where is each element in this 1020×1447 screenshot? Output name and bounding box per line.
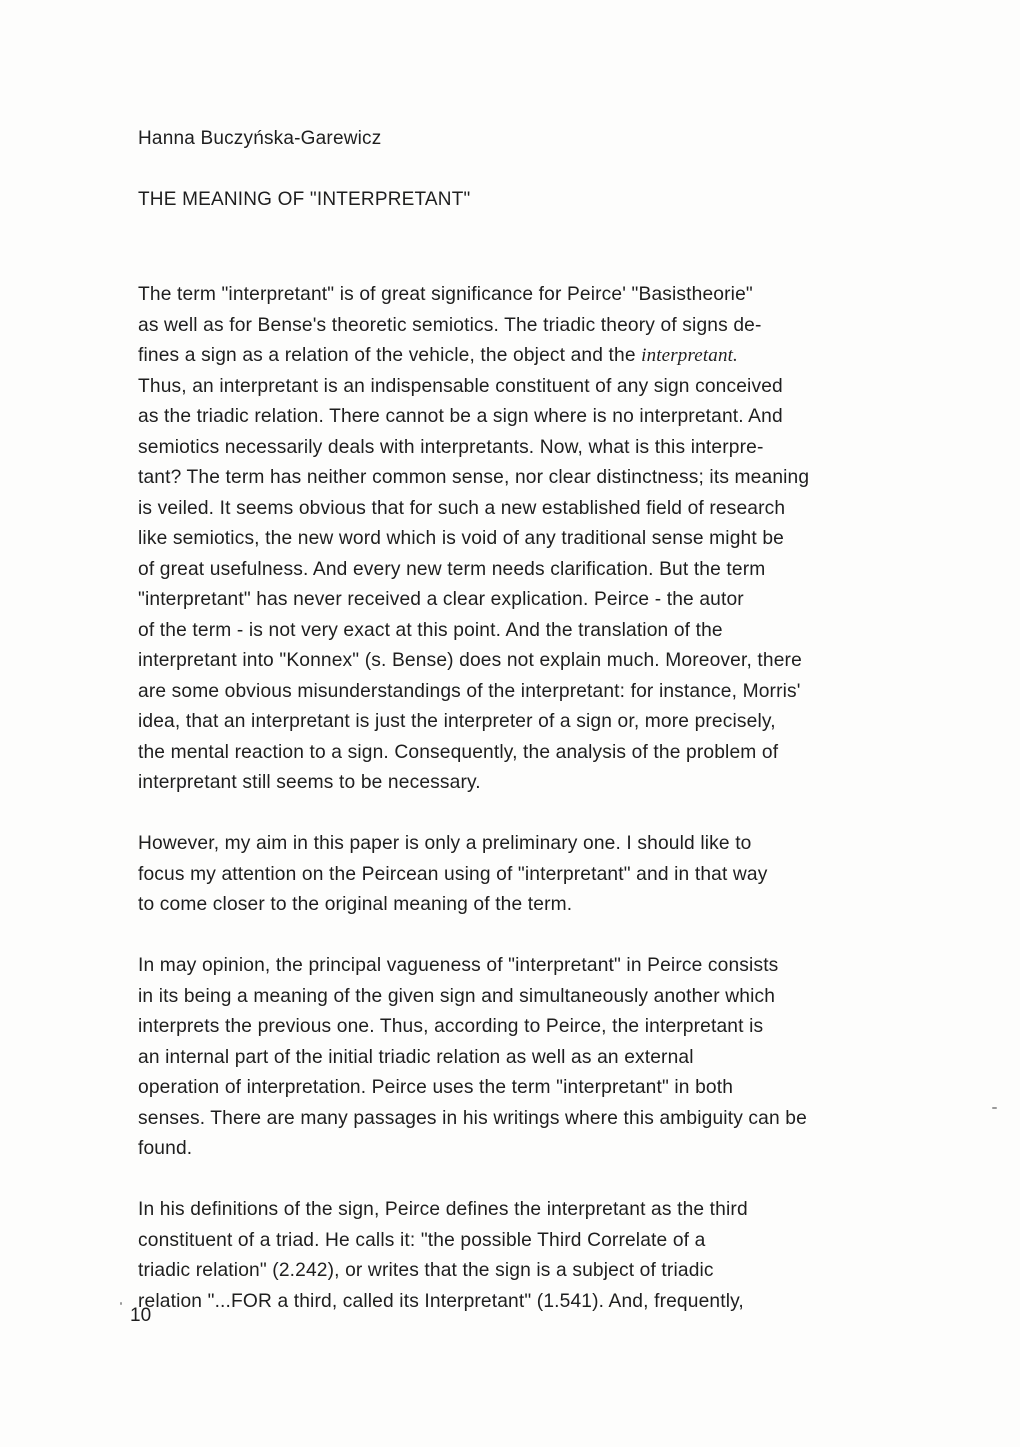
line-text: found. <box>138 1138 193 1159</box>
line-text: triadic relation" (2.242), or writes that the sign is a subject of triadic <box>138 1260 714 1281</box>
text-line <box>138 677 968 708</box>
text-line <box>138 1012 968 1043</box>
text-line <box>138 1134 968 1165</box>
paragraph <box>138 951 968 1165</box>
text-line <box>138 585 968 616</box>
scan-speck <box>992 1107 997 1109</box>
text-line <box>138 738 968 769</box>
line-text: of great usefulness. And every new term needs clarification. But the term <box>138 558 766 580</box>
paragraph <box>138 1195 968 1317</box>
line-text: is veiled. It seems obvious that for such a new established field of research <box>138 497 786 519</box>
text-line <box>138 463 968 494</box>
line-text: operation of interpretation. Peirce uses the term "interpretant" in both <box>138 1077 734 1098</box>
article-body <box>138 280 968 1348</box>
line-text: as the triadic relation. There cannot be a sign where is no interpretant. And <box>138 406 783 427</box>
line-text: However, my aim in this paper is only a preliminary one. I should like to <box>138 833 752 854</box>
text-line <box>138 1104 968 1135</box>
line-text: idea, that an interpretant is just the interpreter of a sign or, more precisely, <box>138 711 776 732</box>
text-line <box>138 402 968 433</box>
line-text: like semiotics, the new word which is void of any traditional sense might be <box>138 528 784 549</box>
line-text: tant? The term has neither common sense, nor clear distinctness; its meaning <box>138 467 810 488</box>
paragraph <box>138 829 968 921</box>
text-line <box>138 951 968 982</box>
author-name: Hanna Buczyńska-Garewicz <box>138 128 382 149</box>
text-line <box>138 982 968 1013</box>
text-line <box>138 860 968 891</box>
text-line <box>138 1043 968 1074</box>
line-text: "interpretant" has never received a clear explication. Peirce - the autor <box>138 589 744 610</box>
text-line <box>138 1226 968 1257</box>
line-text: In his definitions of the sign, Peirce defines the interpretant as the third <box>138 1199 748 1220</box>
line-text: are some obvious misunderstandings of the interpretant: for instance, Morris' <box>138 680 801 702</box>
line-text: The term "interpretant" is of great significance for Peirce' "Basistheorie" <box>138 284 753 305</box>
text-line <box>138 646 968 677</box>
text-line <box>138 616 968 647</box>
text-line <box>138 768 968 799</box>
line-text: senses. There are many passages in his writings where this ambiguity can be <box>138 1107 807 1129</box>
text-line <box>138 1073 968 1104</box>
text-line <box>138 494 968 525</box>
text-line <box>138 890 968 921</box>
text-line <box>138 341 968 372</box>
line-text: in its being a meaning of the given sign and simultaneously another which <box>138 985 776 1007</box>
line-text: relation "...FOR a third, called its Interpretant" (1.541). And, frequently, <box>138 1290 744 1312</box>
line-text: of the term - is not very exact at this point. And the translation of the <box>138 619 723 641</box>
line-text: an internal part of the initial triadic relation as well as an external <box>138 1046 694 1068</box>
line-text: semiotics necessarily deals with interpretants. Now, what is this interpre- <box>138 436 764 458</box>
text-line <box>138 372 968 403</box>
line-text: In may opinion, the principal vagueness of "interpretant" in Peirce consists <box>138 955 779 976</box>
text-line <box>138 524 968 555</box>
text-line <box>138 1256 968 1287</box>
line-text: to come closer to the original meaning of the term. <box>138 894 573 915</box>
page-number: 10 <box>130 1305 152 1326</box>
line-text: as well as for Bense's theoretic semiotics. The triadic theory of signs de- <box>138 314 762 336</box>
text-line <box>138 707 968 738</box>
line-text: focus my attention on the Peircean using of "interpretant" and in that way <box>138 863 768 885</box>
text-line <box>138 311 968 342</box>
line-text: constituent of a triad. He calls it: "the possible Third Correlate of a <box>138 1229 706 1251</box>
line-text: fines a sign as a relation of the vehicle, the object and the <box>138 345 642 366</box>
paragraph <box>138 280 968 799</box>
text-line <box>138 1287 968 1318</box>
line-text: interpretant still seems to be necessary. <box>138 772 481 793</box>
text-line <box>138 433 968 464</box>
text-line <box>138 1195 968 1226</box>
text-line <box>138 555 968 586</box>
text-line <box>138 829 968 860</box>
line-text: the mental reaction to a sign. Consequently, the analysis of the problem of <box>138 741 779 763</box>
line-text: interpretant into "Konnex" (s. Bense) does not explain much. Moreover, there <box>138 650 802 671</box>
line-text: interprets the previous one. Thus, according to Peirce, the interpretant is <box>138 1016 764 1037</box>
line-text: Thus, an interpretant is an indispensable constituent of any sign conceived <box>138 375 783 397</box>
article-title: THE MEANING OF "INTERPRETANT" <box>138 189 471 210</box>
text-line <box>138 280 968 311</box>
scan-speck <box>120 1302 122 1305</box>
italic-term: interpretant. <box>641 345 738 366</box>
